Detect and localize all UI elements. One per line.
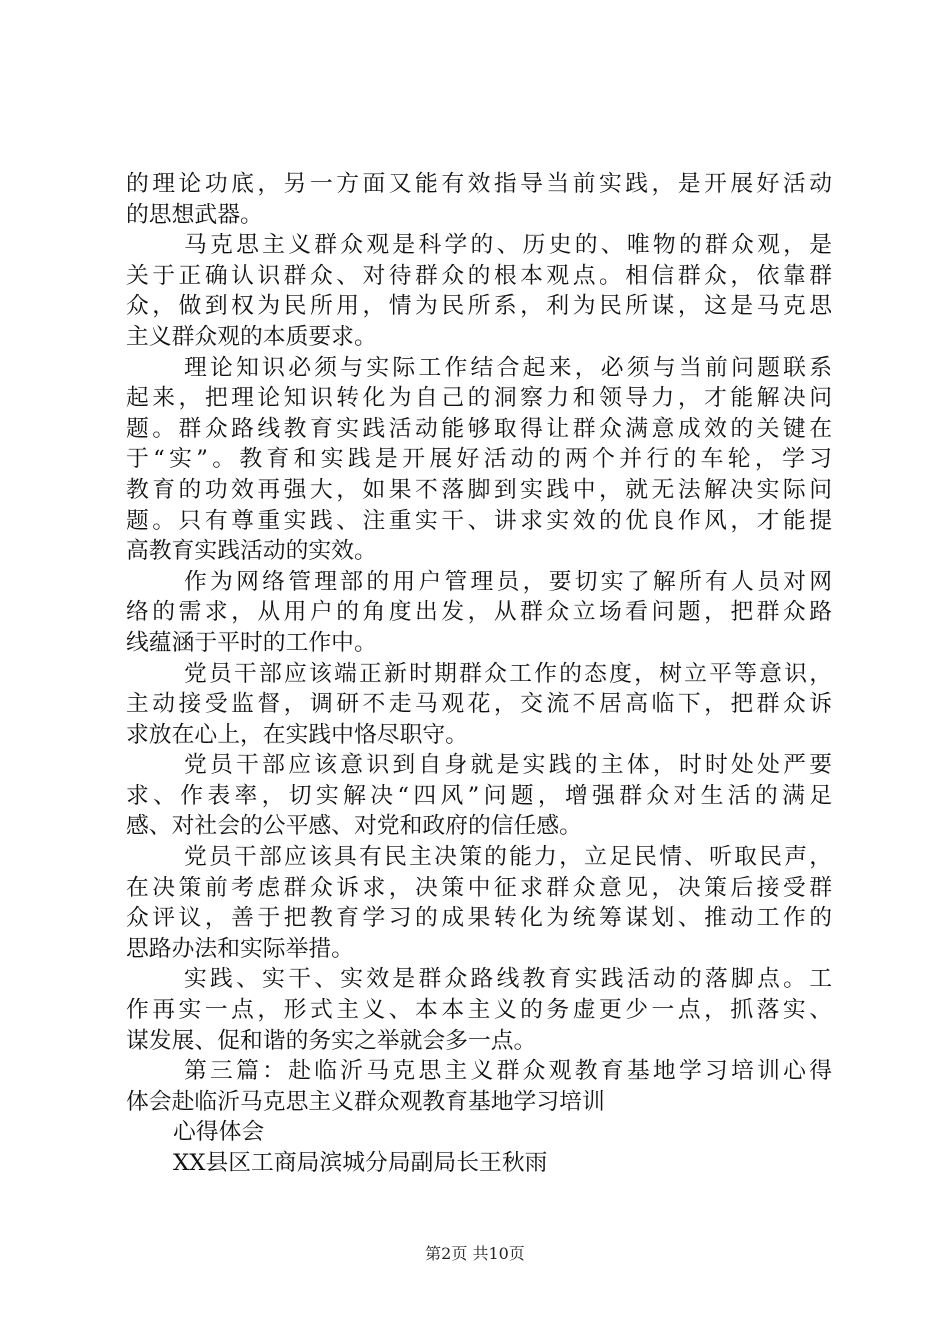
section-heading-line: 体会赴临沂马克思主义群众观教育基地学习培训 xyxy=(126,1088,605,1115)
text-line: 党员干部应该意识到自身就是实践的主体，时时处处严要 xyxy=(184,752,832,779)
text-line: 起来，把理论知识转化为自己的洞察力和领导力，才能解决问 xyxy=(126,385,832,412)
text-line: 党员干部应该端正新时期群众工作的态度，树立平等意识， xyxy=(184,660,832,687)
author-line: XX县区工商局滨城分局副局长王秋雨 xyxy=(173,1150,548,1176)
text-line: 实践、实干、实效是群众路线教育实践活动的落脚点。工 xyxy=(184,966,832,993)
text-line: 求放在心上，在实践中恪尽职守。 xyxy=(126,721,468,748)
text-line: 教育的功效再强大，如果不落脚到实践中，就无法解决实际问 xyxy=(126,476,832,503)
text-line: 众评议，善于把教育学习的成果转化为统筹谋划、推动工作的 xyxy=(126,905,832,932)
text-line: 马克思主义群众观是科学的、历史的、唯物的群众观，是 xyxy=(184,232,832,259)
text-line: 作再实一点，形式主义、本本主义的务虚更少一点，抓落实、 xyxy=(126,997,832,1024)
body-text xyxy=(126,169,832,1179)
text-line: 感、对社会的公平感、对党和政府的信任感。 xyxy=(126,813,582,840)
text-line: 络的需求，从用户的角度出发，从群众立场看问题，把群众路 xyxy=(126,599,832,626)
text-line: 题。只有尊重实践、注重实干、讲求实效的优良作风，才能提 xyxy=(126,507,832,534)
text-line: 求、作表率，切实解决“四风”问题，增强群众对生活的满足 xyxy=(126,782,832,809)
text-line: 在决策前考虑群众诉求，决策中征求群众意见，决策后接受群 xyxy=(126,874,832,901)
text-line: 理论知识必须与实际工作结合起来，必须与当前问题联系 xyxy=(184,354,832,381)
text-line: 题。群众路线教育实践活动能够取得让群众满意成效的关键在 xyxy=(126,415,832,442)
text-line: 主义群众观的本质要求。 xyxy=(126,323,377,350)
page-number: 第2页 共10页 xyxy=(425,1244,525,1263)
text-line: 线蕴涵于平时的工作中。 xyxy=(126,629,377,656)
text-line: 党员干部应该具有民主决策的能力，立足民情、听取民声， xyxy=(184,844,832,871)
text-line: 主动接受监督，调研不走马观花，交流不居高临下，把群众诉 xyxy=(126,691,832,718)
text-line: 思路办法和实际举措。 xyxy=(126,935,354,962)
text-line: 高教育实践活动的实效。 xyxy=(126,538,377,565)
text-line: 谋发展、促和谐的务实之举就会多一点。 xyxy=(126,1027,537,1054)
text-line: 众，做到权为民所用，情为民所系，利为民所谋，这是马克思 xyxy=(126,293,832,320)
section-heading-line: 心得体会 xyxy=(173,1119,265,1146)
text-line: 于“实”。教育和实践是开展好活动的两个并行的车轮，学习 xyxy=(126,446,832,473)
text-line: 作为网络管理部的用户管理员，要切实了解所有人员对网 xyxy=(184,568,832,595)
text-line: 的理论功底，另一方面又能有效指导当前实践，是开展好活动 xyxy=(126,171,832,197)
section-heading-line: 第三篇：赴临沂马克思主义群众观教育基地学习培训心得 xyxy=(184,1058,832,1085)
text-line: 关于正确认识群众、对待群众的根本观点。相信群众，依靠群 xyxy=(126,262,832,289)
text-line: 的思想武器。 xyxy=(126,201,263,228)
